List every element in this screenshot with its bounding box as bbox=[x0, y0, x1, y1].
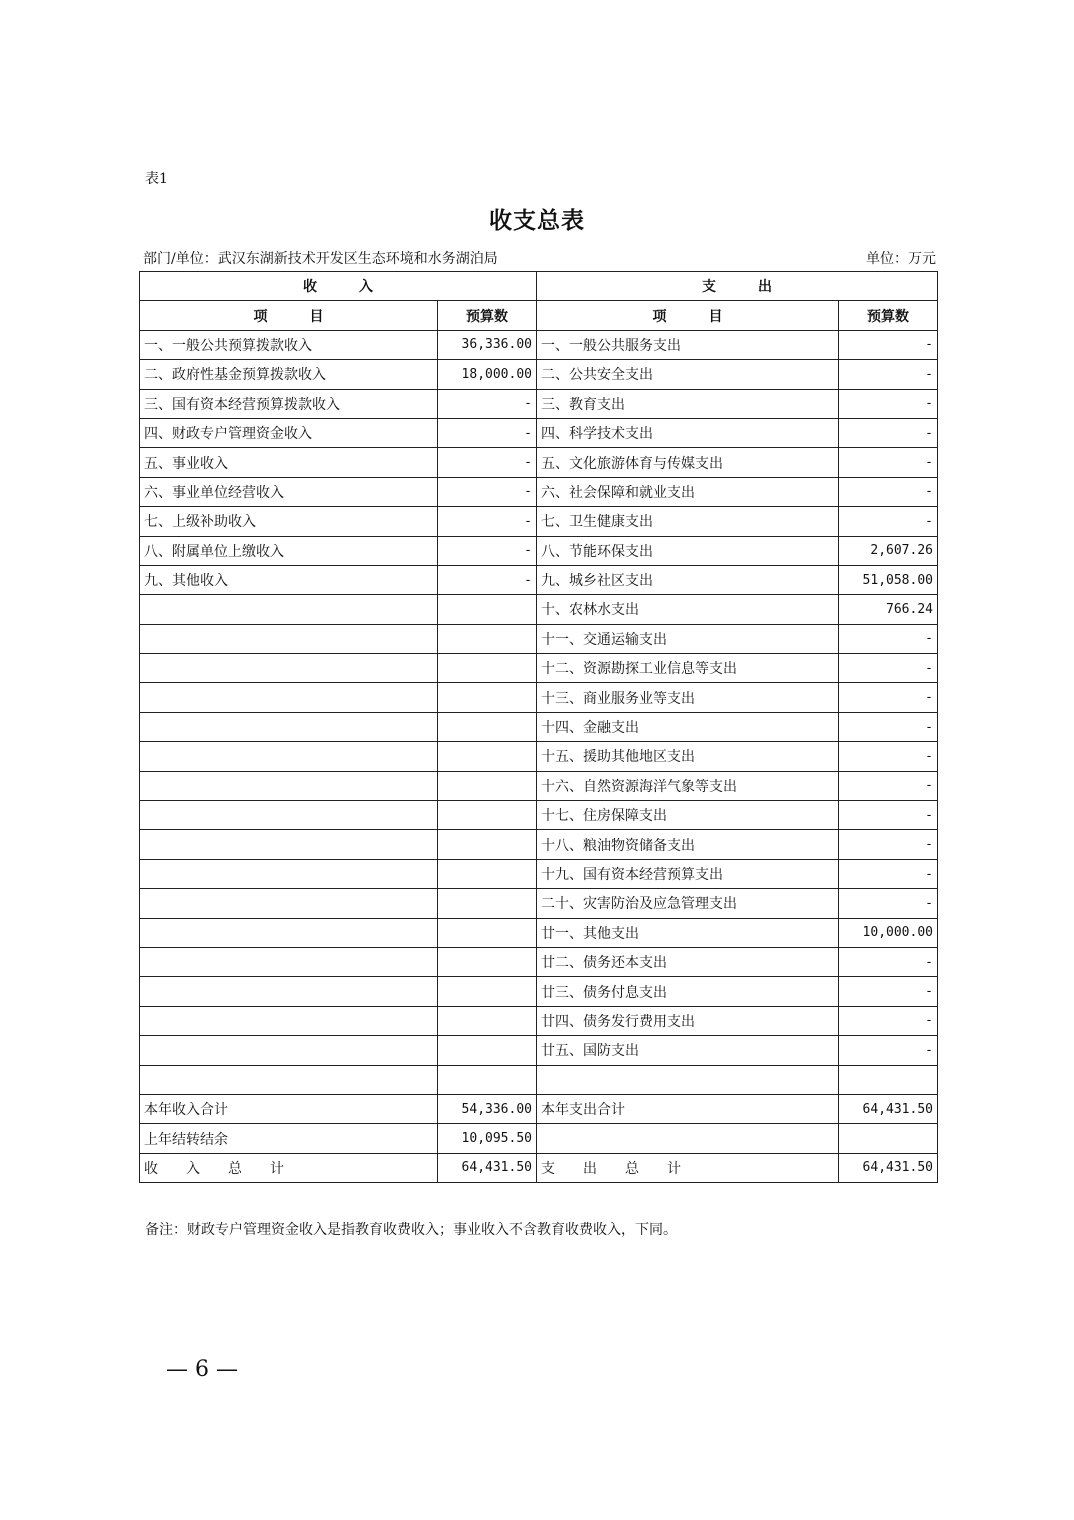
income-item-cell: 二、政府性基金预算拨款收入 bbox=[140, 360, 438, 389]
expense-item-cell: 本年支出合计 bbox=[537, 1094, 839, 1123]
table-row bbox=[140, 1065, 938, 1094]
expense-item-cell: 十、农林水支出 bbox=[537, 595, 839, 624]
income-value-cell bbox=[438, 977, 537, 1006]
table-row bbox=[140, 565, 938, 594]
income-value-cell bbox=[438, 1036, 537, 1065]
expense-item-cell: 十五、援助其他地区支出 bbox=[537, 742, 839, 771]
income-item-cell bbox=[140, 771, 438, 800]
income-value-cell: - bbox=[438, 389, 537, 418]
expense-item-cell: 九、城乡社区支出 bbox=[537, 565, 839, 594]
income-item-cell: 五、事业收入 bbox=[140, 448, 438, 477]
income-item-cell bbox=[140, 859, 438, 888]
income-item-cell bbox=[140, 830, 438, 859]
expense-value-cell: - bbox=[839, 330, 938, 359]
table-row bbox=[140, 889, 938, 918]
income-item-cell: 上年结转结余 bbox=[140, 1124, 438, 1153]
expense-item-cell: 十二、资源勘探工业信息等支出 bbox=[537, 654, 839, 683]
table-row bbox=[140, 801, 938, 830]
expense-value-cell bbox=[839, 1124, 938, 1153]
income-value-cell: - bbox=[438, 565, 537, 594]
unit-label: 单位：万元 bbox=[866, 251, 936, 267]
income-item-cell bbox=[140, 1036, 438, 1065]
income-item-cell: 三、国有资本经营预算拨款收入 bbox=[140, 389, 438, 418]
table-row bbox=[140, 507, 938, 536]
expense-value-cell: - bbox=[839, 477, 938, 506]
income-item-cell: 收 入 总 计 bbox=[140, 1153, 438, 1182]
expense-item-cell: 十三、商业服务业等支出 bbox=[537, 683, 839, 712]
income-item-cell bbox=[140, 1065, 438, 1094]
income-value-cell: - bbox=[438, 507, 537, 536]
income-budget-header: 预算数 bbox=[438, 301, 537, 330]
income-item-header: 项 目 bbox=[140, 301, 438, 330]
income-value-cell bbox=[438, 1006, 537, 1035]
table-row bbox=[140, 360, 938, 389]
expense-value-cell: - bbox=[839, 683, 938, 712]
income-value-cell bbox=[438, 683, 537, 712]
page-number: — 6 — bbox=[166, 1357, 238, 1382]
expense-value-cell: 64,431.50 bbox=[839, 1153, 938, 1182]
expense-budget-header: 预算数 bbox=[839, 301, 938, 330]
expense-value-cell: - bbox=[839, 889, 938, 918]
income-value-cell: 18,000.00 bbox=[438, 360, 537, 389]
income-value-cell: 64,431.50 bbox=[438, 1153, 537, 1182]
expense-value-cell: 51,058.00 bbox=[839, 565, 938, 594]
income-value-cell bbox=[438, 801, 537, 830]
expense-value-cell: 64,431.50 bbox=[839, 1094, 938, 1123]
expense-item-cell: 二十、灾害防治及应急管理支出 bbox=[537, 889, 839, 918]
income-item-cell bbox=[140, 889, 438, 918]
income-item-cell: 本年收入合计 bbox=[140, 1094, 438, 1123]
income-item-cell: 八、附属单位上缴收入 bbox=[140, 536, 438, 565]
expense-value-cell: - bbox=[839, 771, 938, 800]
expense-value-cell: - bbox=[839, 654, 938, 683]
expense-item-cell: 六、社会保障和就业支出 bbox=[537, 477, 839, 506]
expense-value-cell: - bbox=[839, 859, 938, 888]
expense-item-cell: 十九、国有资本经营预算支出 bbox=[537, 859, 839, 888]
expense-item-cell: 支 出 总 计 bbox=[537, 1153, 839, 1182]
income-value-cell bbox=[438, 595, 537, 624]
expense-item-cell: 十八、粮油物资储备支出 bbox=[537, 830, 839, 859]
expense-value-cell: - bbox=[839, 389, 938, 418]
income-value-cell: - bbox=[438, 477, 537, 506]
expense-item-cell: 一、一般公共服务支出 bbox=[537, 330, 839, 359]
page-title: 收支总表 bbox=[489, 207, 585, 234]
table-row bbox=[140, 859, 938, 888]
table-section-header-row bbox=[140, 272, 938, 301]
income-value-cell: 36,336.00 bbox=[438, 330, 537, 359]
table-row bbox=[140, 771, 938, 800]
income-item-cell: 一、一般公共预算拨款收入 bbox=[140, 330, 438, 359]
budget-table-body bbox=[140, 272, 938, 1183]
table-row bbox=[140, 683, 938, 712]
expense-value-cell: - bbox=[839, 448, 938, 477]
expense-item-cell: 三、教育支出 bbox=[537, 389, 839, 418]
income-value-cell bbox=[438, 889, 537, 918]
expense-value-cell: - bbox=[839, 360, 938, 389]
expense-value-cell: - bbox=[839, 712, 938, 741]
income-item-cell bbox=[140, 977, 438, 1006]
income-item-cell bbox=[140, 1006, 438, 1035]
expense-item-cell: 廿五、国防支出 bbox=[537, 1036, 839, 1065]
table-row bbox=[140, 418, 938, 447]
department-label: 部门/单位：武汉东湖新技术开发区生态环境和水务湖泊局 bbox=[143, 251, 498, 267]
income-value-cell bbox=[438, 771, 537, 800]
expense-item-cell bbox=[537, 1065, 839, 1094]
expense-section-header: 支 出 bbox=[537, 272, 938, 301]
table-row bbox=[140, 947, 938, 976]
table-row bbox=[140, 654, 938, 683]
table-row bbox=[140, 1153, 938, 1182]
footnote: 备注：财政专户管理资金收入是指教育收费收入；事业收入不含教育收费收入，下同。 bbox=[145, 1222, 677, 1238]
table-row bbox=[140, 1036, 938, 1065]
income-value-cell bbox=[438, 859, 537, 888]
income-item-cell: 四、财政专户管理资金收入 bbox=[140, 418, 438, 447]
table-row bbox=[140, 448, 938, 477]
expense-value-cell: - bbox=[839, 977, 938, 1006]
table-row bbox=[140, 389, 938, 418]
expense-value-cell: 2,607.26 bbox=[839, 536, 938, 565]
expense-item-cell: 廿二、债务还本支出 bbox=[537, 947, 839, 976]
expense-item-cell: 二、公共安全支出 bbox=[537, 360, 839, 389]
income-item-cell bbox=[140, 712, 438, 741]
income-value-cell: - bbox=[438, 418, 537, 447]
income-item-cell bbox=[140, 742, 438, 771]
income-item-cell bbox=[140, 683, 438, 712]
expense-value-cell: - bbox=[839, 1006, 938, 1035]
income-value-cell: 10,095.50 bbox=[438, 1124, 537, 1153]
income-value-cell bbox=[438, 712, 537, 741]
table-number: 表1 bbox=[145, 171, 168, 187]
expense-value-cell bbox=[839, 1065, 938, 1094]
expense-item-cell: 十七、住房保障支出 bbox=[537, 801, 839, 830]
income-item-cell bbox=[140, 654, 438, 683]
income-value-cell bbox=[438, 742, 537, 771]
expense-value-cell: - bbox=[839, 1036, 938, 1065]
income-item-cell: 九、其他收入 bbox=[140, 565, 438, 594]
expense-item-cell: 四、科学技术支出 bbox=[537, 418, 839, 447]
income-item-cell bbox=[140, 624, 438, 653]
table-row bbox=[140, 712, 938, 741]
table-row bbox=[140, 624, 938, 653]
table-row bbox=[140, 536, 938, 565]
expense-item-cell: 十四、金融支出 bbox=[537, 712, 839, 741]
income-section-header: 收 入 bbox=[140, 272, 537, 301]
expense-item-cell: 廿一、其他支出 bbox=[537, 918, 839, 947]
table-row bbox=[140, 977, 938, 1006]
table-row bbox=[140, 1124, 938, 1153]
budget-table bbox=[139, 271, 938, 1183]
table-row bbox=[140, 830, 938, 859]
expense-value-cell: - bbox=[839, 947, 938, 976]
expense-item-cell: 十一、交通运输支出 bbox=[537, 624, 839, 653]
expense-value-cell: - bbox=[839, 418, 938, 447]
table-row bbox=[140, 477, 938, 506]
expense-item-cell: 七、卫生健康支出 bbox=[537, 507, 839, 536]
table-row bbox=[140, 1094, 938, 1123]
expense-item-cell: 廿三、债务付息支出 bbox=[537, 977, 839, 1006]
expense-item-cell: 五、文化旅游体育与传媒支出 bbox=[537, 448, 839, 477]
expense-item-cell: 廿四、债务发行费用支出 bbox=[537, 1006, 839, 1035]
expense-item-header: 项 目 bbox=[537, 301, 839, 330]
income-item-cell: 六、事业单位经营收入 bbox=[140, 477, 438, 506]
expense-value-cell: - bbox=[839, 624, 938, 653]
table-column-header-row bbox=[140, 301, 938, 330]
expense-value-cell: - bbox=[839, 507, 938, 536]
table-row bbox=[140, 742, 938, 771]
income-value-cell: - bbox=[438, 536, 537, 565]
income-value-cell bbox=[438, 918, 537, 947]
table-row bbox=[140, 918, 938, 947]
expense-value-cell: 10,000.00 bbox=[839, 918, 938, 947]
income-value-cell: - bbox=[438, 448, 537, 477]
income-item-cell bbox=[140, 918, 438, 947]
table-row bbox=[140, 330, 938, 359]
income-value-cell bbox=[438, 830, 537, 859]
table-row bbox=[140, 1006, 938, 1035]
expense-value-cell: - bbox=[839, 742, 938, 771]
expense-item-cell: 八、节能环保支出 bbox=[537, 536, 839, 565]
income-value-cell bbox=[438, 947, 537, 976]
income-value-cell: 54,336.00 bbox=[438, 1094, 537, 1123]
income-value-cell bbox=[438, 624, 537, 653]
income-value-cell bbox=[438, 1065, 537, 1094]
income-value-cell bbox=[438, 654, 537, 683]
table-row bbox=[140, 595, 938, 624]
expense-item-cell: 十六、自然资源海洋气象等支出 bbox=[537, 771, 839, 800]
income-item-cell bbox=[140, 595, 438, 624]
income-item-cell: 七、上级补助收入 bbox=[140, 507, 438, 536]
expense-value-cell: 766.24 bbox=[839, 595, 938, 624]
expense-value-cell: - bbox=[839, 801, 938, 830]
expense-item-cell bbox=[537, 1124, 839, 1153]
expense-value-cell: - bbox=[839, 830, 938, 859]
income-item-cell bbox=[140, 801, 438, 830]
income-item-cell bbox=[140, 947, 438, 976]
